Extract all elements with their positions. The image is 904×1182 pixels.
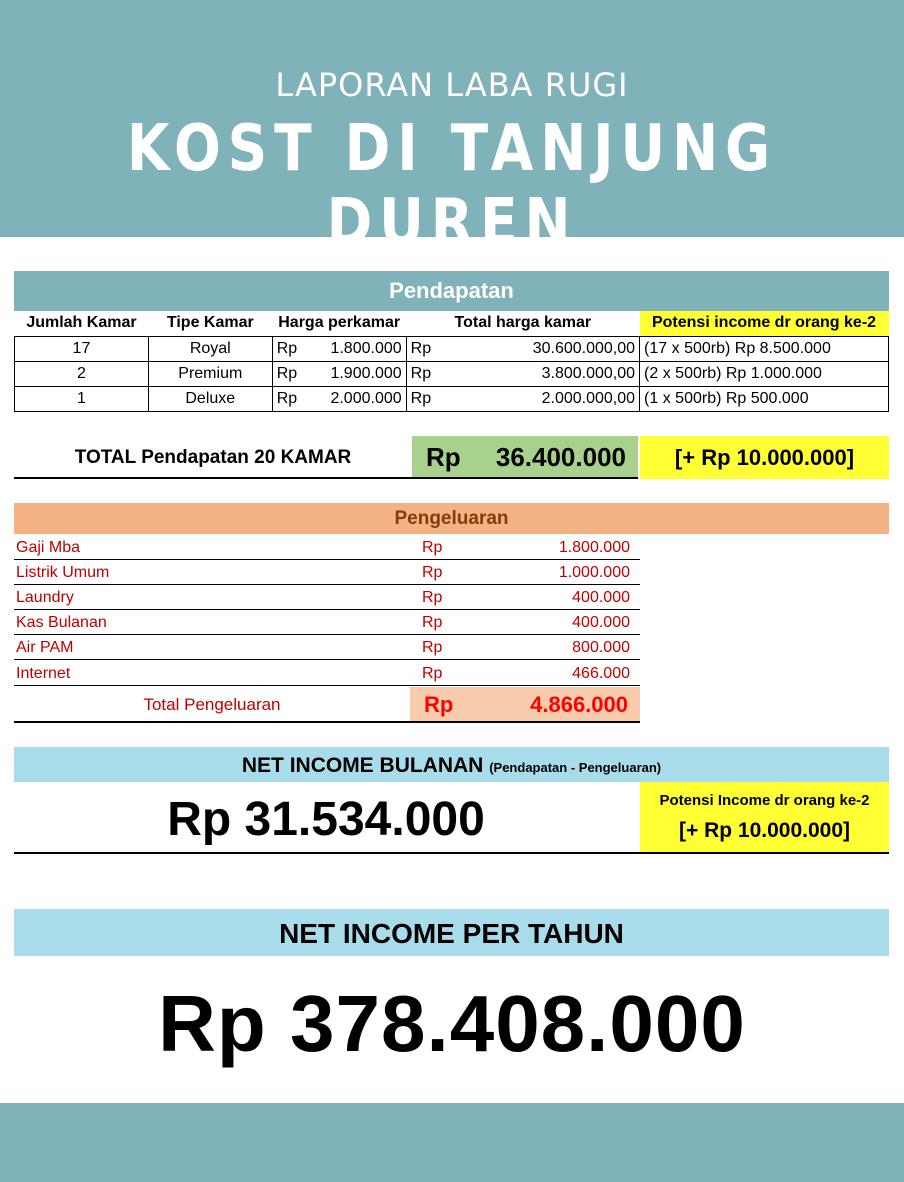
expense-amount: 400.000 — [572, 589, 630, 606]
currency-label: Rp — [424, 692, 454, 717]
list-item — [14, 535, 640, 560]
cell-potensi: (1 x 500rb) Rp 500.000 — [640, 386, 889, 411]
currency-label: Rp — [422, 589, 443, 606]
total-pendapatan-extra: [+ Rp 10.000.000] — [640, 436, 889, 479]
cell-harga: 2.000.000 — [310, 386, 406, 411]
expense-amount: 1.800.000 — [558, 539, 630, 556]
pendapatan-table — [14, 311, 889, 412]
net-income-tahun-heading: NET INCOME PER TAHUN — [14, 909, 889, 956]
currency-label: Rp — [422, 639, 443, 656]
currency-label: Rp — [422, 564, 443, 581]
cell-total: 2.000.000,00 — [446, 386, 639, 411]
expense-name: Internet — [16, 665, 71, 682]
pengeluaran-heading: Pengeluaran — [14, 503, 889, 534]
net-income-tahun-value: Rp 378.408.000 — [158, 979, 746, 1068]
total-pengeluaran-value — [410, 687, 640, 721]
report-title: KOST DI TANJUNG DUREN — [126, 112, 778, 260]
table-row — [15, 336, 889, 361]
header-banner — [0, 0, 904, 260]
net-income-bulanan-row — [14, 782, 889, 854]
total-pengeluaran-label: Total Pengeluaran — [143, 695, 281, 714]
total-pengeluaran-amount: 4.866.000 — [530, 692, 628, 717]
cell-rp: Rp — [406, 336, 446, 361]
expense-name: Air PAM — [16, 639, 74, 656]
potensi-income-label: Potensi Income dr orang ke-2 — [659, 792, 870, 809]
expense-name: Gaji Mba — [16, 539, 81, 556]
net-income-bulanan-heading — [14, 747, 889, 782]
col-jumlah-kamar: Jumlah Kamar — [15, 311, 149, 336]
currency-label: Rp — [426, 442, 461, 472]
cell-tipe: Royal — [148, 336, 272, 361]
cell-rp: Rp — [272, 336, 310, 361]
list-item — [14, 560, 640, 585]
total-pengeluaran-row — [14, 687, 640, 723]
cell-harga: 1.800.000 — [310, 336, 406, 361]
net-income-bulanan-value: Rp 31.534.000 — [167, 793, 485, 846]
expense-name: Kas Bulanan — [16, 614, 107, 631]
cell-rp: Rp — [406, 361, 446, 386]
cell-potensi: (2 x 500rb) Rp 1.000.000 — [640, 361, 889, 386]
expense-name: Laundry — [16, 589, 74, 606]
cell-rp: Rp — [406, 386, 446, 411]
cell-tipe: Premium — [148, 361, 272, 386]
expense-amount: 1.000.000 — [558, 564, 630, 581]
expense-amount: 400.000 — [572, 614, 630, 631]
col-potensi-income: Potensi income dr orang ke-2 — [640, 311, 889, 336]
col-total-harga: Total harga kamar — [406, 311, 639, 336]
footer-banner — [0, 1103, 904, 1182]
cell-rp: Rp — [272, 361, 310, 386]
table-row — [15, 361, 889, 386]
currency-label: Rp — [422, 665, 443, 682]
cell-tipe: Deluxe — [148, 386, 272, 411]
total-pendapatan-label: TOTAL Pendapatan 20 KAMAR — [14, 436, 412, 479]
cell-jumlah: 17 — [15, 336, 149, 361]
table-header-row — [15, 311, 889, 336]
total-pendapatan-value — [412, 436, 638, 479]
list-item — [14, 610, 640, 635]
list-item — [14, 661, 640, 686]
net-income-bulanan-title: NET INCOME BULANAN — [241, 754, 484, 777]
expense-name: Listrik Umum — [16, 564, 110, 581]
currency-label: Rp — [422, 539, 443, 556]
potensi-income-value: [+ Rp 10.000.000] — [678, 819, 850, 842]
cell-jumlah: 2 — [15, 361, 149, 386]
total-pendapatan-amount: 36.400.000 — [495, 442, 626, 472]
col-tipe-kamar: Tipe Kamar — [148, 311, 272, 336]
expense-amount: 800.000 — [572, 639, 630, 656]
net-income-bulanan-note: (Pendapatan - Pengeluaran) — [489, 760, 662, 775]
list-item — [14, 585, 640, 610]
cell-total: 30.600.000,00 — [446, 336, 639, 361]
report-subtitle: LAPORAN LABA RUGI — [275, 66, 629, 104]
expense-amount: 466.000 — [572, 665, 630, 682]
table-row — [15, 386, 889, 411]
cell-total: 3.800.000,00 — [446, 361, 639, 386]
cell-potensi: (17 x 500rb) Rp 8.500.000 — [640, 336, 889, 361]
total-pendapatan-row — [14, 436, 889, 479]
cell-rp: Rp — [272, 386, 310, 411]
pendapatan-heading: Pendapatan — [14, 271, 889, 311]
col-harga-perkamar: Harga perkamar — [272, 311, 406, 336]
potensi-income-box — [640, 782, 889, 852]
cell-jumlah: 1 — [15, 386, 149, 411]
currency-label: Rp — [422, 614, 443, 631]
list-item — [14, 635, 640, 660]
cell-harga: 1.900.000 — [310, 361, 406, 386]
